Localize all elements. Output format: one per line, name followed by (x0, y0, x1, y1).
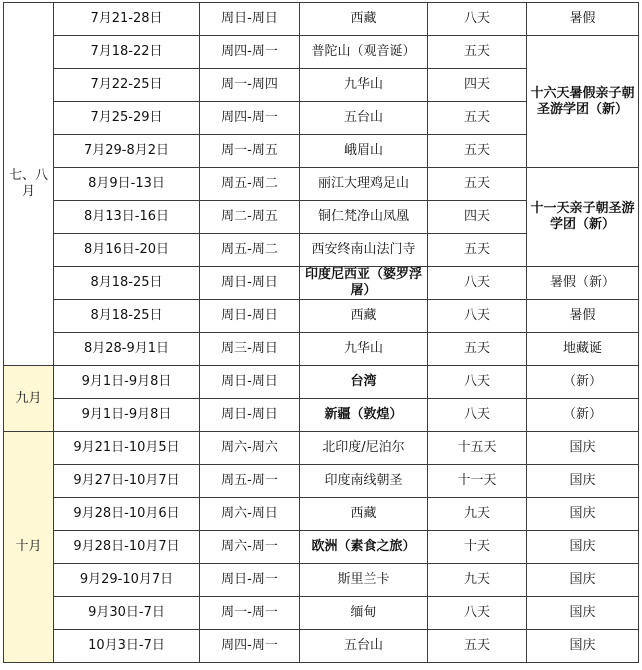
pilgrimage-schedule-table (3, 2, 639, 663)
note-cell: 国庆 (527, 432, 639, 465)
table-row (4, 564, 639, 597)
duration-cell: 八天 (428, 366, 527, 399)
date-cell: 9月1日-9月8日 (54, 366, 200, 399)
duration-cell: 五天 (428, 102, 527, 135)
duration-cell: 四天 (428, 69, 527, 102)
month-cell-sep: 九月 (4, 366, 54, 432)
weekday-cell: 周四-周一 (200, 630, 300, 663)
weekday-cell: 周六-周日 (200, 498, 300, 531)
destination-cell: 普陀山（观音诞） (300, 36, 428, 69)
note-cell: 地藏诞 (527, 333, 639, 366)
date-cell: 8月16日-20日 (54, 234, 200, 267)
weekday-cell: 周日-周日 (200, 300, 300, 333)
date-cell: 8月18-25日 (54, 267, 200, 300)
destination-cell: 北印度/尼泊尔 (300, 432, 428, 465)
duration-cell: 五天 (428, 168, 527, 201)
weekday-cell: 周二-周五 (200, 201, 300, 234)
destination-cell: 印度尼西亚（婆罗浮屠） (300, 267, 428, 300)
note-cell: 国庆 (527, 465, 639, 498)
table-row (4, 36, 639, 69)
date-cell: 7月29-8月2日 (54, 135, 200, 168)
weekday-cell: 周日-周日 (200, 399, 300, 432)
destination-cell: 丽江大理鸡足山 (300, 168, 428, 201)
duration-cell: 五天 (428, 630, 527, 663)
destination-cell: 新疆（敦煌） (300, 399, 428, 432)
note-cell: 暑假 (527, 3, 639, 36)
table-row (4, 366, 639, 399)
note-cell: （新） (527, 366, 639, 399)
destination-cell: 欧洲（素食之旅） (300, 531, 428, 564)
duration-cell: 八天 (428, 399, 527, 432)
note-cell: 暑假（新） (527, 267, 639, 300)
date-cell: 7月25-29日 (54, 102, 200, 135)
destination-cell: 九华山 (300, 333, 428, 366)
destination-cell: 印度南线朝圣 (300, 465, 428, 498)
destination-cell: 西安终南山法门寺 (300, 234, 428, 267)
table-row (4, 300, 639, 333)
weekday-cell: 周六-周六 (200, 432, 300, 465)
note-cell: 暑假 (527, 300, 639, 333)
weekday-cell: 周五-周二 (200, 168, 300, 201)
destination-cell: 斯里兰卡 (300, 564, 428, 597)
duration-cell: 八天 (428, 3, 527, 36)
table-row (4, 630, 639, 663)
weekday-cell: 周日-周日 (200, 366, 300, 399)
duration-cell: 四天 (428, 201, 527, 234)
weekday-cell: 周日-周日 (200, 3, 300, 36)
table-row (4, 531, 639, 564)
table-row (4, 597, 639, 630)
date-cell: 8月9日-13日 (54, 168, 200, 201)
table-row (4, 432, 639, 465)
date-cell: 9月21日-10月5日 (54, 432, 200, 465)
duration-cell: 十天 (428, 531, 527, 564)
duration-cell: 十五天 (428, 432, 527, 465)
date-cell: 10月3日-7日 (54, 630, 200, 663)
date-cell: 7月21-28日 (54, 3, 200, 36)
destination-cell: 台湾 (300, 366, 428, 399)
weekday-cell: 周四-周一 (200, 102, 300, 135)
group-family11-cell: 十一天亲子朝圣游学团（新） (527, 168, 639, 267)
table-row (4, 399, 639, 432)
destination-cell: 五台山 (300, 102, 428, 135)
note-cell: 国庆 (527, 498, 639, 531)
destination-cell: 铜仁梵净山凤凰 (300, 201, 428, 234)
destination-cell: 西藏 (300, 300, 428, 333)
weekday-cell: 周日-周一 (200, 564, 300, 597)
date-cell: 9月30日-7日 (54, 597, 200, 630)
duration-cell: 五天 (428, 234, 527, 267)
date-cell: 9月1日-9月8日 (54, 399, 200, 432)
table-row (4, 267, 639, 300)
weekday-cell: 周一-周四 (200, 69, 300, 102)
duration-cell: 八天 (428, 267, 527, 300)
table-row (4, 333, 639, 366)
duration-cell: 五天 (428, 36, 527, 69)
destination-cell: 西藏 (300, 498, 428, 531)
month-cell-oct: 十月 (4, 432, 54, 663)
weekday-cell: 周一-周一 (200, 597, 300, 630)
destination-cell: 九华山 (300, 69, 428, 102)
destination-cell: 西藏 (300, 3, 428, 36)
table-row (4, 498, 639, 531)
note-cell: 国庆 (527, 630, 639, 663)
destination-cell: 缅甸 (300, 597, 428, 630)
duration-cell: 十一天 (428, 465, 527, 498)
weekday-cell: 周日-周日 (200, 267, 300, 300)
date-cell: 9月29-10月7日 (54, 564, 200, 597)
duration-cell: 五天 (428, 333, 527, 366)
date-cell: 8月18-25日 (54, 300, 200, 333)
month-cell-jul-aug: 七、八月 (4, 3, 54, 366)
table-row (4, 168, 639, 201)
destination-cell: 峨眉山 (300, 135, 428, 168)
date-cell: 7月22-25日 (54, 69, 200, 102)
date-cell: 8月28-9月1日 (54, 333, 200, 366)
duration-cell: 九天 (428, 564, 527, 597)
date-cell: 9月27日-10月7日 (54, 465, 200, 498)
note-cell: 国庆 (527, 531, 639, 564)
group-summer16-cell: 十六天暑假亲子朝圣游学团（新） (527, 36, 639, 168)
note-cell: 国庆 (527, 597, 639, 630)
destination-cell: 五台山 (300, 630, 428, 663)
note-cell: 国庆 (527, 564, 639, 597)
weekday-cell: 周五-周二 (200, 234, 300, 267)
weekday-cell: 周三-周日 (200, 333, 300, 366)
weekday-cell: 周四-周一 (200, 36, 300, 69)
duration-cell: 五天 (428, 135, 527, 168)
weekday-cell: 周六-周一 (200, 531, 300, 564)
duration-cell: 九天 (428, 498, 527, 531)
note-cell: （新） (527, 399, 639, 432)
date-cell: 7月18-22日 (54, 36, 200, 69)
duration-cell: 八天 (428, 597, 527, 630)
weekday-cell: 周一-周五 (200, 135, 300, 168)
date-cell: 9月28日-10月7日 (54, 531, 200, 564)
table-row (4, 3, 639, 36)
table-row (4, 465, 639, 498)
date-cell: 9月28日-10月6日 (54, 498, 200, 531)
weekday-cell: 周五-周一 (200, 465, 300, 498)
date-cell: 8月13日-16日 (54, 201, 200, 234)
duration-cell: 八天 (428, 300, 527, 333)
